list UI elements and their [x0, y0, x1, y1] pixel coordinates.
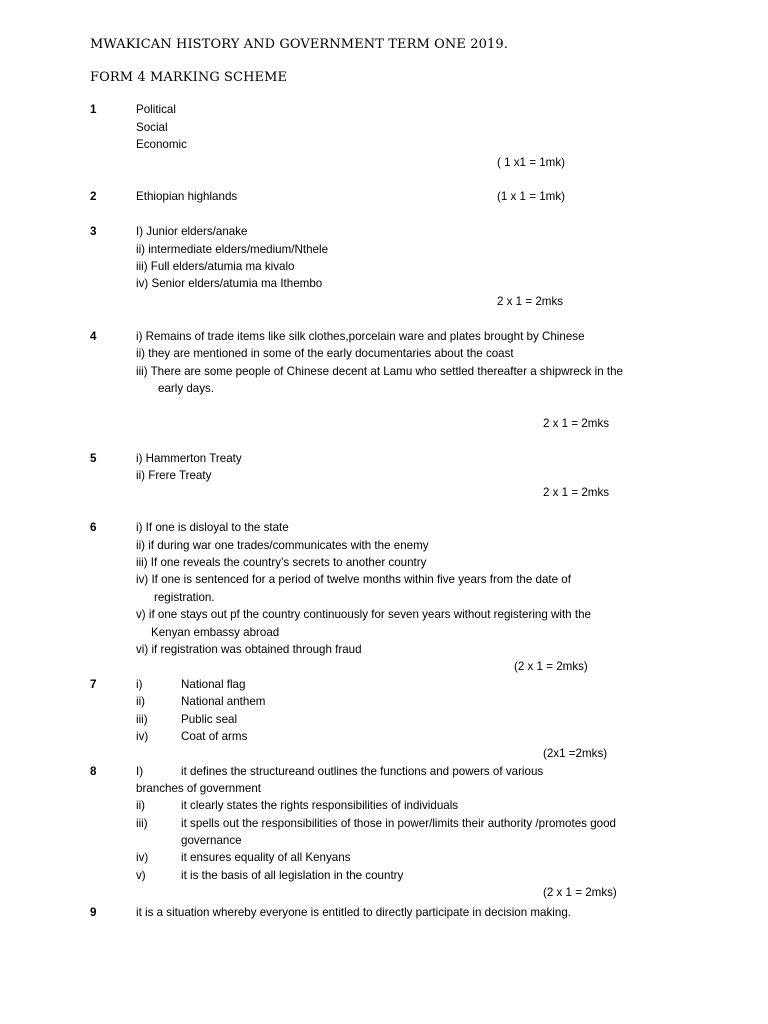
question-number: 9	[90, 906, 97, 919]
answer-line: iii) If one reveals the country’s secrets to another country	[136, 556, 427, 569]
item-label: ii)	[136, 695, 146, 708]
answer-line: it is a situation whereby everyone is entitled to directly participate in decision making.	[136, 906, 571, 919]
marks-allocation: ( 1 x1 = 1mk)	[497, 156, 565, 169]
marks-allocation: (2 x 1 = 2mks)	[543, 886, 617, 899]
item-label: I)	[136, 765, 144, 778]
marks-allocation: (2 x 1 = 2mks)	[514, 660, 588, 673]
question-number: 5	[90, 452, 97, 465]
marks-allocation: (1 x 1 = 1mk)	[497, 190, 565, 203]
answer-line: it ensures equality of all Kenyans	[181, 851, 351, 864]
question-number: 6	[90, 521, 97, 534]
answer-line: iv) Senior elders/atumia ma Ithembo	[136, 277, 323, 290]
item-label: iii)	[136, 713, 148, 726]
marks-allocation: (2x1 =2mks)	[543, 747, 608, 760]
item-label: ii)	[136, 799, 146, 812]
answer-line: Kenyan embassy abroad	[151, 626, 280, 639]
answer-line: it defines the structureand outlines the functions and powers of various	[181, 765, 544, 778]
answer-line: early days.	[158, 382, 215, 395]
answer-line: it is the basis of all legislation in the country	[181, 869, 404, 882]
question-number: 7	[90, 678, 97, 691]
answer-line: v) if one stays out pf the country continuously for seven years without registering with the	[136, 608, 591, 621]
answer-line: Coat of arms	[181, 730, 248, 743]
answer-line: Social	[136, 121, 168, 134]
answer-line: National anthem	[181, 695, 266, 708]
answer-line: Public seal	[181, 713, 238, 726]
answer-line: National flag	[181, 678, 246, 691]
answer-line: branches of government	[136, 782, 262, 795]
answer-line: it spells out the responsibilities of those in power/limits their authority /promotes good	[181, 817, 616, 830]
answer-line: iii) There are some people of Chinese decent at Lamu who settled thereafter a shipwreck in the	[136, 365, 623, 378]
answer-line: Political	[136, 103, 176, 116]
marks-allocation: 2 x 1 = 2mks	[497, 295, 564, 308]
item-label: v)	[136, 869, 146, 882]
question-number: 1	[90, 103, 97, 116]
answer-line: i) Remains of trade items like silk clothes,porcelain ware and plates brought by Chinese	[136, 330, 585, 343]
item-label: iv)	[136, 851, 149, 864]
answer-line: iv) If one is sentenced for a period of twelve months within five years from the date of	[136, 573, 571, 586]
item-label: iii)	[136, 817, 148, 830]
answer-line: governance	[181, 834, 242, 847]
question-number: 4	[90, 330, 97, 343]
question-number: 2	[90, 190, 97, 203]
answer-line: iii) Full elders/atumia ma kivalo	[136, 260, 295, 273]
answer-line: ii) if during war one trades/communicates with the enemy	[136, 539, 429, 552]
document-title: MWAKICAN HISTORY AND GOVERNMENT TERM ONE 2019.	[90, 37, 508, 52]
answer-line: i) Hammerton Treaty	[136, 452, 242, 465]
question-number: 8	[90, 765, 97, 778]
answer-line: it clearly states the rights responsibilities of individuals	[181, 799, 459, 812]
answer-line: ii) they are mentioned in some of the early documentaries about the coast	[136, 347, 514, 360]
answer-line: registration.	[154, 591, 215, 604]
marks-allocation: 2 x 1 = 2mks	[543, 486, 610, 499]
item-label: iv)	[136, 730, 149, 743]
answer-line: vi) if registration was obtained through fraud	[136, 643, 362, 656]
answer-line: i) If one is disloyal to the state	[136, 521, 289, 534]
answer-line: Economic	[136, 138, 187, 151]
answer-line: Ethiopian highlands	[136, 190, 238, 203]
answer-line: I) Junior elders/anake	[136, 225, 248, 238]
marks-allocation: 2 x 1 = 2mks	[543, 417, 610, 430]
answer-line: ii) intermediate elders/medium/Nthele	[136, 243, 329, 256]
document-subtitle: FORM 4 MARKING SCHEME	[90, 70, 288, 85]
item-label: i)	[136, 678, 143, 691]
answer-line: ii) Frere Treaty	[136, 469, 212, 482]
question-number: 3	[90, 225, 97, 238]
